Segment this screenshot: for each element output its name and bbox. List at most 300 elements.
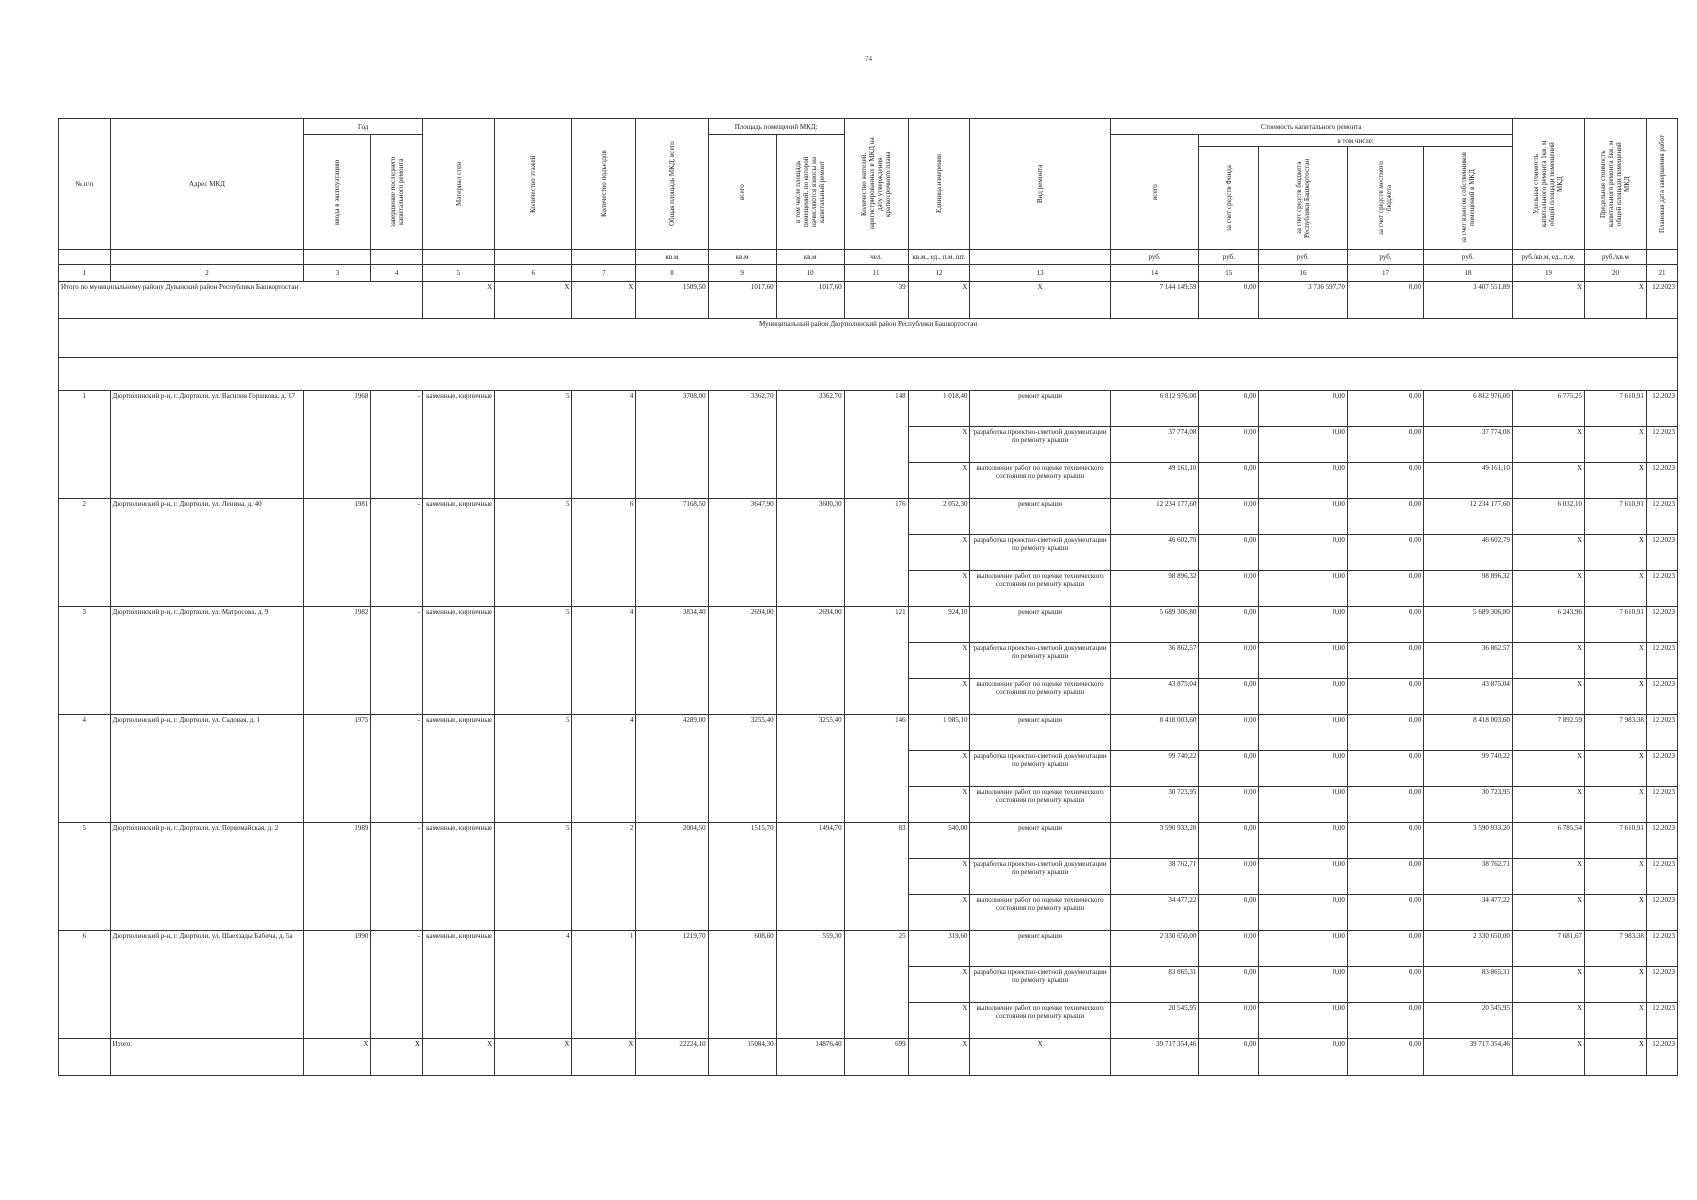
cell: X [1585, 751, 1647, 787]
cell: 34 477,22 [1110, 895, 1199, 931]
header-residents: Количество жителей, зарегистрированных в МКД на дату утверждения краткосрочного плана [844, 119, 908, 250]
cell: X [908, 282, 970, 319]
cell: 12.2023 [1646, 535, 1677, 571]
header-total-area: Общая площадь МКД, всего [636, 119, 708, 250]
cell: 1509,50 [636, 282, 708, 319]
section-title: Муниципальный район Дюртюлинский район Республики Башкортостан [59, 319, 1678, 358]
column-number: 6 [495, 265, 572, 282]
cell: - [371, 607, 423, 715]
cell: 4289,00 [636, 715, 708, 823]
cell: 2 052,30 [908, 499, 970, 535]
cell: 7 610,91 [1585, 391, 1647, 427]
cell: 0,00 [1347, 859, 1423, 895]
cell: 0,00 [1259, 607, 1348, 643]
cell: 0,00 [1347, 282, 1423, 319]
column-number: 21 [1646, 265, 1677, 282]
cell: 12.2023 [1646, 499, 1677, 535]
cell: выполнение работ по оценке технического состояния по ремонту крыши [970, 1003, 1110, 1039]
cell: 7 983,38 [1585, 931, 1647, 967]
cell: 6 243,96 [1512, 607, 1584, 643]
cell: 0,00 [1199, 427, 1259, 463]
cell: 12.2023 [1646, 1003, 1677, 1039]
spacer-row [59, 358, 1678, 391]
cell: разработка проектно-сметной документации по ремонту крыши [970, 751, 1110, 787]
cell: 924,10 [908, 607, 970, 643]
cell: 38 762,71 [1110, 859, 1199, 895]
cell: 12.2023 [1646, 607, 1677, 643]
cell: 608,60 [708, 931, 776, 1039]
cell: X [1585, 679, 1647, 715]
cell: X [908, 751, 970, 787]
cell: 37 774,08 [1110, 427, 1199, 463]
header-num: № п/п [59, 119, 111, 250]
cell: X [908, 787, 970, 823]
cell: 12.2023 [1646, 679, 1677, 715]
cell: 1981 [304, 499, 371, 607]
cell: 3600,30 [776, 499, 844, 607]
cell: 5 [495, 499, 572, 607]
cell: 83 865,31 [1110, 967, 1199, 1003]
header-year-commission: ввода в эксплуатацию [304, 135, 371, 250]
cell: 0,00 [1199, 499, 1259, 535]
header-specific-cost: Удельная стоимость капитального ремонта 1кв. м общей площади помещений МКД [1512, 119, 1584, 250]
cell: 12.2023 [1646, 823, 1677, 859]
cell: 12.2023 [1646, 571, 1677, 607]
table-row [59, 931, 1678, 967]
unit-cell: руб. [1110, 250, 1199, 265]
cell: 7168,50 [636, 499, 708, 607]
cell: 7 610,91 [1585, 499, 1647, 535]
column-number: 20 [1585, 265, 1647, 282]
cell: 0,00 [1347, 967, 1423, 1003]
cell: X [1512, 282, 1584, 319]
cell: 3362,70 [708, 391, 776, 499]
grand-total-label: Итого: [110, 1039, 304, 1076]
cell: 3 [59, 607, 111, 715]
cell: 0,00 [1199, 895, 1259, 931]
cell: 46 602,79 [1110, 535, 1199, 571]
cell: 0,00 [1347, 391, 1423, 427]
cell: X [1512, 535, 1584, 571]
cell: 699 [844, 1039, 908, 1076]
cell: 0,00 [1199, 715, 1259, 751]
cell: разработка проектно-сметной документации по ремонту крыши [970, 535, 1110, 571]
cell: 1 [59, 391, 111, 499]
column-number: 1 [59, 265, 111, 282]
cell: 0,00 [1259, 571, 1348, 607]
table-row [59, 823, 1678, 859]
cell: - [371, 931, 423, 1039]
cell: 1017,60 [776, 282, 844, 319]
cell: 12.2023 [1646, 1039, 1677, 1076]
cell: X [908, 463, 970, 499]
cell: 12.2023 [1646, 787, 1677, 823]
prev-total-row [59, 282, 1678, 319]
unit-cell: руб. [1424, 250, 1513, 265]
column-number: 18 [1424, 265, 1513, 282]
cell: 0,00 [1259, 391, 1348, 427]
cell: 7 892,59 [1512, 715, 1584, 751]
cell: 2694,00 [776, 607, 844, 715]
cell: 12 234 177,60 [1424, 499, 1513, 535]
cell: Дюртюлинский р-н, г. Дюртюли, ул. Василия Горшкова, д. 17 [110, 391, 304, 499]
cell: X [908, 679, 970, 715]
cell: 0,00 [1259, 499, 1348, 535]
cell: 12.2023 [1646, 643, 1677, 679]
cell: 12.2023 [1646, 895, 1677, 931]
cell: ремонт крыши [970, 715, 1110, 751]
cell: 0,00 [1199, 535, 1259, 571]
cell: выполнение работ по оценке технического состояния по ремонту крыши [970, 895, 1110, 931]
cell: 6 785,54 [1512, 823, 1584, 859]
cell: X [908, 427, 970, 463]
cell: 3 590 933,20 [1110, 823, 1199, 859]
cell: 39 [844, 282, 908, 319]
cell: X [1585, 787, 1647, 823]
cell: 0,00 [1347, 427, 1423, 463]
cell: ремонт крыши [970, 823, 1110, 859]
cell: 98 896,32 [1110, 571, 1199, 607]
cell: 30 723,95 [1110, 787, 1199, 823]
cell: X [1512, 1039, 1584, 1076]
cell: 0,00 [1199, 751, 1259, 787]
cell: каменные, кирпичные [422, 715, 494, 823]
cell: 12.2023 [1646, 427, 1677, 463]
cell: 146 [844, 715, 908, 823]
cell: 12 234 177,60 [1110, 499, 1199, 535]
cell: X [908, 535, 970, 571]
cell: 1 [572, 931, 636, 1039]
unit-cell: руб./кв.м [1585, 250, 1647, 265]
section-title-row [59, 319, 1678, 358]
cell: X [495, 1039, 572, 1076]
unit-cell: кв.м [636, 250, 708, 265]
cell: 0,00 [1199, 391, 1259, 427]
header-cost-local: за счет средств местного бюджета [1347, 147, 1423, 250]
cell: каменные, кирпичные [422, 391, 494, 499]
cell: 39 717 354,46 [1110, 1039, 1199, 1076]
cell: 7 681,67 [1512, 931, 1584, 967]
column-number: 3 [304, 265, 371, 282]
cell: 6 [572, 499, 636, 607]
table-row [59, 715, 1678, 751]
cell: X [908, 967, 970, 1003]
cell: 6 812 976,00 [1110, 391, 1199, 427]
cell: 1 085,10 [908, 715, 970, 751]
column-number: 15 [1199, 265, 1259, 282]
cell: 0,00 [1259, 1039, 1348, 1076]
cell: 0,00 [1199, 607, 1259, 643]
cell: X [1585, 1003, 1647, 1039]
cell: 3255,40 [776, 715, 844, 823]
cell: 0,00 [1347, 535, 1423, 571]
cell: 3 407 551,89 [1424, 282, 1513, 319]
header-cost-total: всего [1110, 135, 1199, 250]
cell: X [908, 1039, 970, 1076]
cell: 99 740,22 [1110, 751, 1199, 787]
cell: X [1512, 463, 1584, 499]
unit-cell: кв.м [708, 250, 776, 265]
header-cost-fund: за счет средств Фонда [1199, 147, 1259, 250]
cell: 0,00 [1347, 499, 1423, 535]
cell: 4 [572, 607, 636, 715]
cell: 0,00 [1259, 823, 1348, 859]
cell: 0,00 [1259, 715, 1348, 751]
header-premises-total: всего [708, 135, 776, 250]
unit-cell: руб. [1199, 250, 1259, 265]
cell: 0,00 [1347, 787, 1423, 823]
cell: 1989 [304, 823, 371, 931]
cell: 5 [495, 607, 572, 715]
cell: 1494,70 [776, 823, 844, 931]
cell: 121 [844, 607, 908, 715]
cell: 25 [844, 931, 908, 1039]
cell: X [422, 282, 494, 319]
column-number: 4 [371, 265, 423, 282]
cell: 5 689 306,80 [1424, 607, 1513, 643]
cell: 4 [572, 715, 636, 823]
cell: 0,00 [1259, 535, 1348, 571]
cell: X [1512, 859, 1584, 895]
cell: ремонт крыши [970, 931, 1110, 967]
cell: 319,60 [908, 931, 970, 967]
cell: 0,00 [1347, 931, 1423, 967]
cell: разработка проектно-сметной документации по ремонту крыши [970, 859, 1110, 895]
header-cost-group: Стоимость капитального ремонта [1110, 119, 1512, 135]
cell: X [1585, 535, 1647, 571]
units-row [59, 250, 1678, 265]
cell: 46 602,79 [1424, 535, 1513, 571]
header-floors: Количество этажей [495, 119, 572, 250]
cell: 37 774,08 [1424, 427, 1513, 463]
cell: 3647,90 [708, 499, 776, 607]
cell: X [1585, 282, 1647, 319]
cell: 0,00 [1259, 967, 1348, 1003]
cell: 3255,40 [708, 715, 776, 823]
cell: 12.2023 [1646, 931, 1677, 967]
cell: 12.2023 [1646, 463, 1677, 499]
cell: 1 018,40 [908, 391, 970, 427]
cell: X [572, 1039, 636, 1076]
cell: 98 896,32 [1424, 571, 1513, 607]
cell: 1017,60 [708, 282, 776, 319]
cell: выполнение работ по оценке технического состояния по ремонту крыши [970, 571, 1110, 607]
cell: 0,00 [1199, 787, 1259, 823]
cell: 6 775,25 [1512, 391, 1584, 427]
cell: Дюртюлинский р-н, г. Дюртюли, ул. Шаехзады Бабича, д. 5а [110, 931, 304, 1039]
cell: 0,00 [1259, 427, 1348, 463]
unit-cell: руб./кв.м, ед., п.м. [1512, 250, 1584, 265]
cell: X [1512, 571, 1584, 607]
header-planned-date: Плановая дата завершения работ [1646, 119, 1677, 250]
page-number: 74 [865, 55, 872, 63]
cell: 7 610,91 [1585, 607, 1647, 643]
cell: X [572, 282, 636, 319]
cell: каменные, кирпичные [422, 931, 494, 1039]
cell: 0,00 [1259, 931, 1348, 967]
cell: X [970, 282, 1110, 319]
cell: 36 862,57 [1110, 643, 1199, 679]
cell: 6 [59, 931, 111, 1039]
cell: 0,00 [1259, 463, 1348, 499]
cell: - [371, 715, 423, 823]
cell: 20 545,95 [1424, 1003, 1513, 1039]
header-limit-cost: Предельная стоимость капитального ремонта 1кв. м общей площади помещений МКД [1585, 119, 1647, 250]
grand-total-row [59, 1039, 1678, 1076]
header-premises-group: Площадь помещений МКД: [708, 119, 844, 135]
header-address: Адрес МКД [110, 119, 304, 250]
header-entrances: Количество подъездов [572, 119, 636, 250]
cell: 36 862,57 [1424, 643, 1513, 679]
cell: X [304, 1039, 371, 1076]
cell: 0,00 [1347, 823, 1423, 859]
cell: 2694,00 [708, 607, 776, 715]
cell: 7 144 149,59 [1110, 282, 1199, 319]
cell: X [1512, 751, 1584, 787]
cell: X [1512, 427, 1584, 463]
cell: 3 736 597,70 [1259, 282, 1348, 319]
cell: Дюртюлинский р-н, г. Дюртюли, ул. Матросова, д. 9 [110, 607, 304, 715]
cell: ремонт крыши [970, 499, 1110, 535]
cell: 39 717 354,46 [1424, 1039, 1513, 1076]
cell: 12.2023 [1646, 715, 1677, 751]
column-number: 16 [1259, 265, 1348, 282]
cell: X [371, 1039, 423, 1076]
cell: 0,00 [1347, 463, 1423, 499]
cell: 0,00 [1199, 679, 1259, 715]
cell: X [1585, 571, 1647, 607]
cell: 0,00 [1199, 859, 1259, 895]
cell: 3 590 933,20 [1424, 823, 1513, 859]
column-number: 14 [1110, 265, 1199, 282]
cell: X [1512, 679, 1584, 715]
cell: 4 [572, 391, 636, 499]
cell: X [908, 859, 970, 895]
cell: выполнение работ по оценке технического состояния по ремонту крыши [970, 463, 1110, 499]
table-row [59, 607, 1678, 643]
cell: 38 762,71 [1424, 859, 1513, 895]
cell: 2004,50 [636, 823, 708, 931]
cell: 0,00 [1259, 751, 1348, 787]
cell: 1982 [304, 607, 371, 715]
cell: разработка проектно-сметной документации по ремонту крыши [970, 643, 1110, 679]
column-number: 17 [1347, 265, 1423, 282]
cell: 2 330 650,00 [1424, 931, 1513, 967]
cell: 4 [495, 931, 572, 1039]
cell: 0,00 [1347, 1039, 1423, 1076]
cell: 99 740,22 [1424, 751, 1513, 787]
column-number: 9 [708, 265, 776, 282]
cell: 0,00 [1199, 643, 1259, 679]
cell: 12.2023 [1646, 282, 1677, 319]
cell: 0,00 [1259, 1003, 1348, 1039]
column-number: 5 [422, 265, 494, 282]
cell: 1968 [304, 391, 371, 499]
column-numbers-row [59, 265, 1678, 282]
cell: - [371, 391, 423, 499]
cell: 0,00 [1259, 643, 1348, 679]
cell: 49 161,10 [1424, 463, 1513, 499]
cell: X [970, 1039, 1110, 1076]
cell: каменные, кирпичные [422, 499, 494, 607]
cell: 22224,10 [636, 1039, 708, 1076]
header-cost-owners: за счет взносов собственников помещений в МКД [1424, 147, 1513, 250]
unit-cell: руб. [1259, 250, 1348, 265]
table-row [59, 391, 1678, 427]
cell: 6 812 976,00 [1424, 391, 1513, 427]
cell: X [1585, 859, 1647, 895]
cell: Дюртюлинский р-н, г. Дюртюли, ул. Ленина, д. 40 [110, 499, 304, 607]
cell: 12.2023 [1646, 391, 1677, 427]
capital-repair-table [58, 118, 1678, 1076]
cell: 0,00 [1347, 751, 1423, 787]
cell: 0,00 [1199, 931, 1259, 967]
cell: выполнение работ по оценке технического состояния по ремонту крыши [970, 679, 1110, 715]
column-number: 2 [110, 265, 304, 282]
cell: 0,00 [1199, 463, 1259, 499]
cell: 43 875,04 [1110, 679, 1199, 715]
cell: 0,00 [1347, 571, 1423, 607]
column-number: 10 [776, 265, 844, 282]
column-number: 11 [844, 265, 908, 282]
cell: 0,00 [1199, 1039, 1259, 1076]
header-year-last-repair: завершение последнего капитального ремонта [371, 135, 423, 250]
header-premises-repair: в том числе площадь помещений, по которой начисляются взносы на капитальный ремонт [776, 135, 844, 250]
cell: 5 [59, 823, 111, 931]
cell: X [1585, 1039, 1647, 1076]
cell: 3834,40 [636, 607, 708, 715]
header-cost-including: в том числе: [1199, 135, 1513, 147]
cell: 30 723,95 [1424, 787, 1513, 823]
cell: 1975 [304, 715, 371, 823]
cell: 0,00 [1199, 823, 1259, 859]
cell: 5 689 306,80 [1110, 607, 1199, 643]
cell: 2 [572, 823, 636, 931]
column-number: 19 [1512, 265, 1584, 282]
cell: 7 610,91 [1585, 823, 1647, 859]
column-number: 12 [908, 265, 970, 282]
cell: - [371, 499, 423, 607]
header-work-type: Вид ремонта [970, 119, 1110, 250]
cell: 3708,00 [636, 391, 708, 499]
header-wall-material: Материал стен [422, 119, 494, 250]
cell: 15084,30 [708, 1039, 776, 1076]
unit-cell: кв.м., ед., п.м. шт. [908, 250, 970, 265]
cell: 49 161,10 [1110, 463, 1199, 499]
column-number: 13 [970, 265, 1110, 282]
cell: 12.2023 [1646, 751, 1677, 787]
cell: 43 875,04 [1424, 679, 1513, 715]
unit-cell: чел. [844, 250, 908, 265]
cell: 540,00 [908, 823, 970, 859]
cell: 0,00 [1347, 715, 1423, 751]
cell: 14876,40 [776, 1039, 844, 1076]
cell: 1219,70 [636, 931, 708, 1039]
cell: 3362,70 [776, 391, 844, 499]
cell: 0,00 [1347, 679, 1423, 715]
cell: 1990 [304, 931, 371, 1039]
prev-total-label: Итого по муниципальному району Дуванский район Республики Башкортостан [59, 282, 423, 319]
unit-cell: руб. [1347, 250, 1423, 265]
column-number: 7 [572, 265, 636, 282]
cell: X [422, 1039, 494, 1076]
cell: 0,00 [1259, 859, 1348, 895]
cell: X [1512, 643, 1584, 679]
cell: 83 [844, 823, 908, 931]
cell: 0,00 [1259, 787, 1348, 823]
cell: выполнение работ по оценке технического состояния по ремонту крыши [970, 787, 1110, 823]
cell: 0,00 [1259, 679, 1348, 715]
